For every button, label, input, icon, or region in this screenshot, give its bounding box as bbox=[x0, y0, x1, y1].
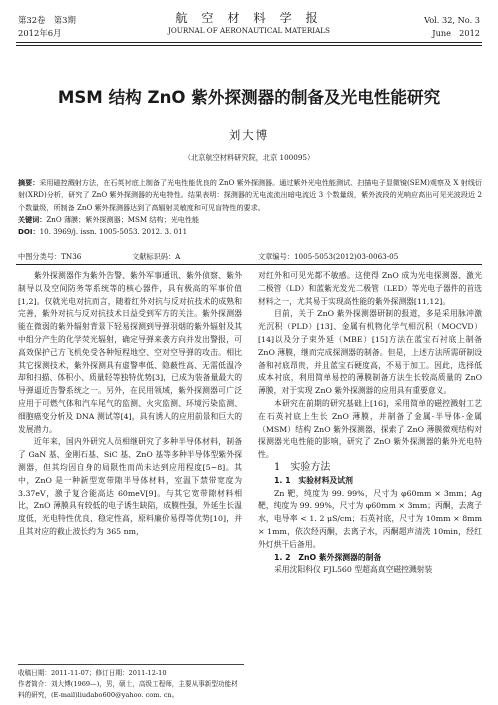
body-paragraph: 近年来，国内外研究人员相继研究了多种半导体材料，制备了 GaN 基、金刚石基、SiC 基、ZnO 基等多种半导体型紫外探测器，但其均因自身的局限性而尚未达到应用程度[5~8]。其中，ZnO 是一种新型宽带隙半导体材料，室温下禁带宽度为 3.37eV，激子复合能高达 60meV[9]。与其它宽带隙材料相比，ZnO 薄膜具有较低的电子诱生缺陷，成膜性强，外延生长温度低，光电特性优良，稳定性高，原料廉价易得等优势[10]，并且其对应的截止波长约为 365 nm， bbox=[18, 437, 242, 536]
received-date: 收稿日期：2011-11-07；修订日期：2011-12-10 bbox=[18, 669, 167, 677]
header-rule bbox=[16, 42, 482, 43]
subsection-heading: 1. 1 实验材料及试剂 bbox=[274, 475, 353, 485]
date-en: June 2012 bbox=[432, 28, 480, 38]
left-column bbox=[18, 270, 242, 539]
abstract-block bbox=[18, 177, 482, 238]
body-paragraph: 对红外和可见光都不敏感。这使得 ZnO 成为光电探测器、激光二极管（LD）和蓝紫光发光二极管（LED）等光电子器件的首选材料之一，尤其易于实现高性能的紫外探测器[11,12]。 bbox=[258, 271, 482, 306]
abstract-text: 采用磁控溅射方法，在石英衬底上制备了光电性能优良的 ZnO 紫外探测器。通过紫外光电性能测试、扫描电子显微镜(SEM)观察及 X 射线衍射(XRD)分析，研究了 ZnO 紫外探测器的光电特性。结果表明：探测器的无电流流出暗电流近 3 个数量级，紫外波段的光响应高出可见光波段近 2 个数量级，所制备 ZnO 紫外探测器达到了高辐射灵敏度和可见盲特性的要求。 bbox=[18, 178, 483, 212]
paper-title: MSM 结构 ZnO 紫外探测器的制备及光电性能研究 bbox=[57, 88, 441, 107]
keywords-label: 关键词： bbox=[18, 214, 47, 224]
keywords bbox=[18, 214, 482, 226]
body-paragraph: Zn 靶，纯度为 99. 99%，尺寸为 φ60mm × 3mm；Ag 靶，纯度为 99. 99%，尺寸为 φ60mm × 3mm；丙酮，去离子水，电导率 < 1. 2 μS/cm；石英衬底，尺寸为 10mm × 8mm × 1mm，依次经丙酮，去离子水，丙酮超声清洗 10min，经红外灯烘干后备用。 bbox=[258, 488, 482, 549]
keywords-text: ZnO 薄膜；紫外探测器；MSM 结构；光电性能 bbox=[46, 214, 200, 224]
volume-issue-en: Vol. 32, No. 3 bbox=[424, 15, 480, 25]
footnote-rule bbox=[18, 664, 244, 665]
body-paragraph: 采用沈阳科仪 FJL560 型超高真空磁控溅射装 bbox=[274, 565, 433, 575]
meta-rule bbox=[16, 264, 482, 265]
footnote bbox=[18, 668, 244, 701]
header-rule-thin bbox=[16, 45, 482, 46]
right-column bbox=[258, 270, 482, 577]
date-cn: 2012年6月 bbox=[18, 28, 62, 38]
doi-text: 10. 3969/j. issn. 1005-5053. 2012. 3. 011 bbox=[39, 227, 188, 237]
body-paragraph: 紫外探测器作为紫外告警、紫外军事通讯、紫外侦察、紫外制导以及空间防务等系统等的核心器件，具有极高的军事价值[1,2]。仅就光电对抗而言，随着红外对抗与反对抗技术的成熟和完善，紫外对抗与反对抗技术日益受到军方的关注。紫外探测器能在微弱的紫外辐射背景下轻易探测到导弹羽烟的紫外辐射及其中组分产生的化学荧光辐射，确定导弹来袭方向并发出警报，可高效保护己方飞机免受各种短程地空、空对空导弹的攻击。相比其它探测技术，紫外探测具有虚警率低、隐蔽性高、无需低温冷却和扫描、体积小、质量轻等独特优势[3]，已成为装备量最大的导弹逼近告警系统之一。另外，在民用领域，紫外探测器可广泛应用于可燃气体和汽车尾气的监测、火灾监测、环境污染监测、细胞癌变分析及 DNA 测试等[4]，具有诱人的应用前景和巨大的发展潜力。 bbox=[18, 271, 242, 434]
author: 刘大博 bbox=[228, 128, 270, 142]
doi bbox=[18, 226, 482, 238]
body-paragraph: 目前，关于 ZnO 紫外探测器研制的报道，多是采用脉冲激光沉积（PLD）[13]、金属有机物化学气相沉积（MOCVD）[14]以及分子束外延（MBE）[15]方法在蓝宝石衬底上制备 ZnO 薄膜，继而完成探测器的制备。但是，上述方法所需研制设备和衬底昂贵，并且蓝宝石硬度高，不易于加工。因此，选择低成本衬底，利用简单易控的薄膜制备方法生长较高质量的 ZnO 薄膜，对于实现 ZnO 紫外探测器的应用具有重要意义。 bbox=[258, 309, 482, 396]
journal-name-cn: 航 空 材 料 学 报 bbox=[175, 11, 323, 25]
article-id: 文章编号：1005-5053(2012)03-0063-05 bbox=[258, 252, 399, 261]
clc-number: 中图分类号：TN36 bbox=[18, 252, 82, 261]
section-heading: 1 实验方法 bbox=[274, 461, 331, 473]
abstract bbox=[18, 177, 482, 214]
header-right bbox=[424, 14, 480, 40]
affiliation: （北京航空材料研究院，北京 100095） bbox=[183, 153, 315, 162]
doi-label: DOI： bbox=[18, 227, 40, 237]
body-paragraph: 本研究在前期的研究基础上[16]，采用简单的磁控溅射工艺在石英衬底上生长 ZnO 薄膜，并制备了金属-半导体-金属（MSM）结构 ZnO 紫外探测器，探索了 ZnO 薄膜微观结构对探测器光电性能的影响，研究了 ZnO 紫外探测器的紫外光电特性。 bbox=[258, 398, 482, 460]
abstract-label: 摘要： bbox=[18, 178, 40, 187]
author-bio: 作者简介：刘大博(1969—)，男，硕士，高级工程师，主要从事新型功能材料的研究，(E-mail)liudabo600@yahoo. com. cn。 bbox=[18, 680, 238, 699]
document-code: 文献标识码：A bbox=[132, 252, 181, 261]
subsection-heading: 1. 2 ZnO 紫外探测器的制备 bbox=[274, 552, 382, 562]
journal-name-en: JOURNAL OF AERONAUTICAL MATERIALS bbox=[168, 26, 330, 35]
volume-issue-cn: 第32卷 第3期 bbox=[18, 15, 76, 25]
